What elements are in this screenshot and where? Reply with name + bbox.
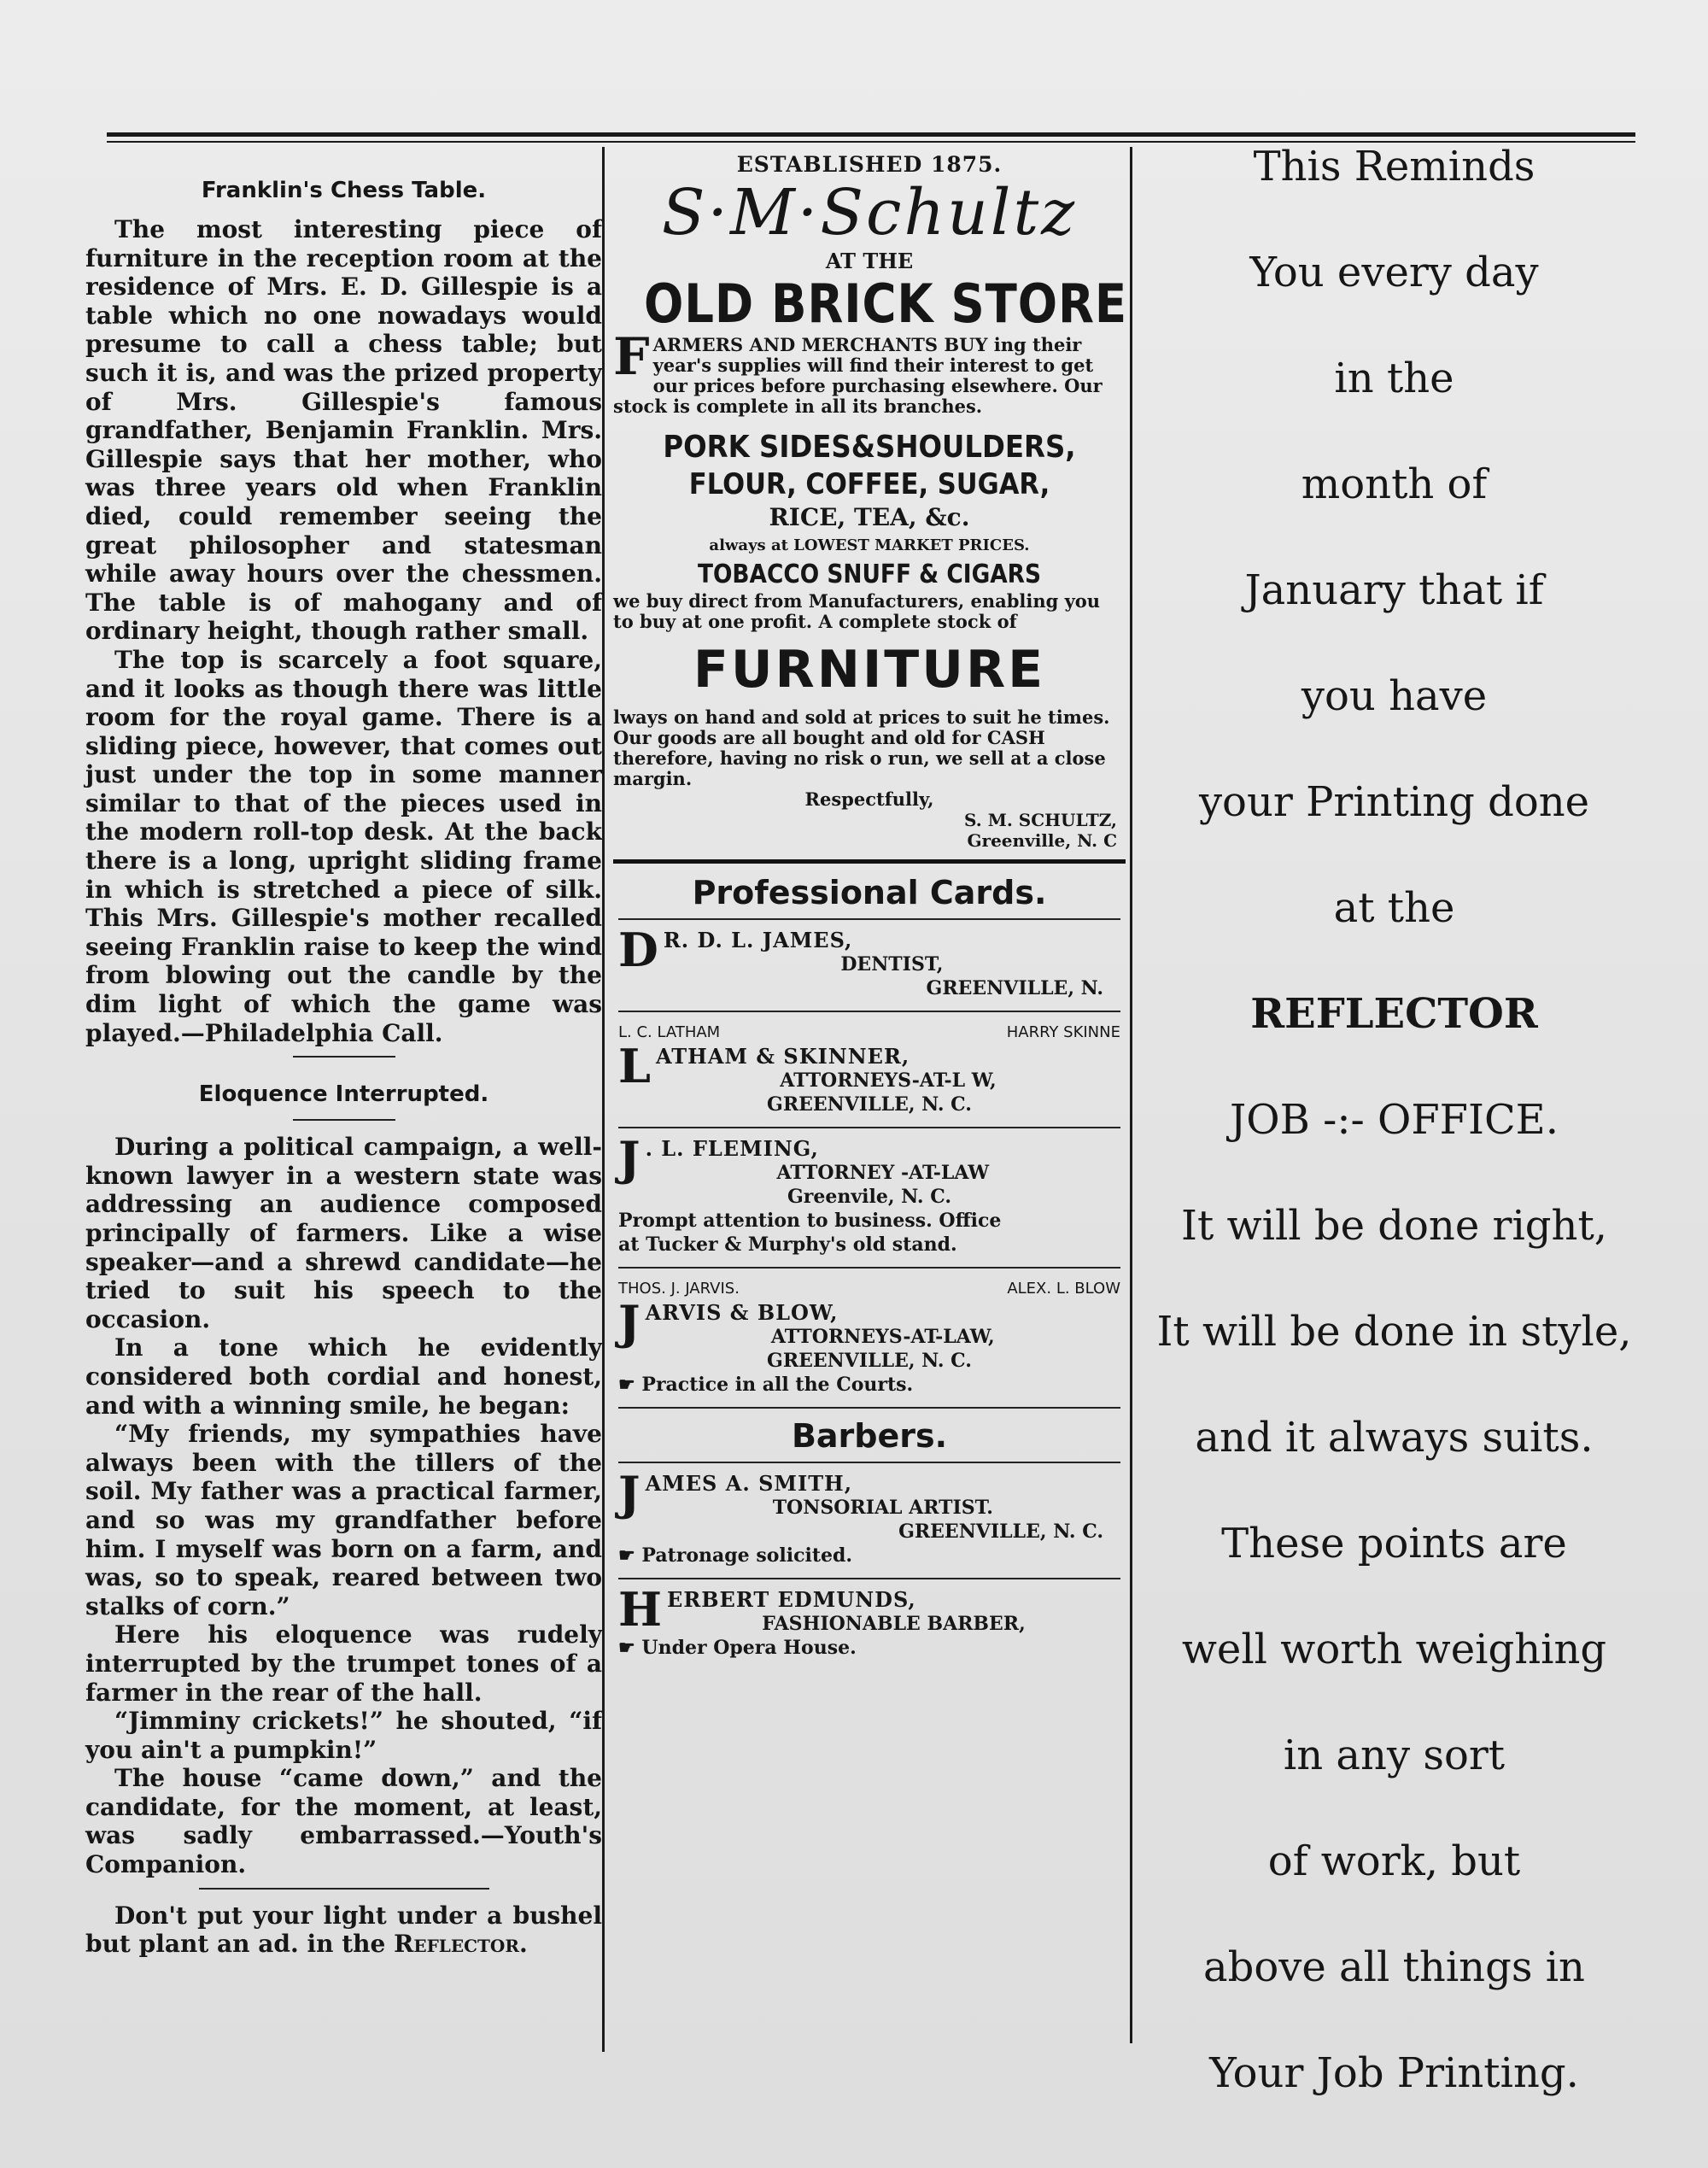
ad-line-flour: FLOUR, COFFEE, SUGAR,	[688, 467, 1050, 501]
headline-franklin-chess-table: Franklin's Chess Table.	[201, 178, 487, 203]
ad-line-job-office: JOB -:- OFFICE.	[1230, 1096, 1559, 1144]
ad-line-tobacco: TOBACCO SNUFF & CIGARS	[697, 560, 1042, 589]
divider	[199, 1888, 489, 1890]
ad-line: in the	[1334, 354, 1454, 402]
ad-line: You every day	[1249, 249, 1539, 296]
right-column-job-office-ad	[1132, 145, 1657, 2158]
card-james	[613, 925, 1126, 1005]
card-edmunds	[613, 1582, 1126, 1665]
story-paragraph: During a political campaign, a well-known lawyer in a western state was addressing an audience composed principally of farmers. Like a wise speaker—and a shrewd candidate—he tried to suit his speech to the occasion.	[85, 1133, 602, 1333]
card-place: GREENVILLE, N.	[926, 977, 1103, 999]
card-name: ARVIS & BLOW,	[645, 1300, 839, 1325]
card-title: ATTORNEY -AT-LAW	[776, 1162, 990, 1184]
column-rule-left	[602, 147, 605, 2052]
card-note: Practice in all the Courts.	[641, 1374, 914, 1396]
card-name: ATHAM & SKINNER,	[655, 1044, 910, 1069]
card-initial: J	[618, 1131, 640, 1186]
card-jarvis-blow	[613, 1274, 1126, 1402]
card-latham-skinner	[613, 1017, 1126, 1122]
ad-line-reflector: REFLECTOR	[1250, 990, 1538, 1038]
headline-eloquence-interrupted: Eloquence Interrupted.	[198, 1081, 489, 1108]
card-note-line	[618, 1636, 1120, 1660]
card-place: GREENVILLE, N. C.	[767, 1350, 972, 1372]
story-paragraph: The house “came down,” and the candidate, for the moment, at least, was sadly embarrassed.—Youth's Companion.	[85, 1764, 602, 1879]
professional-cards-heading: Professional Cards.	[692, 874, 1047, 911]
thin-rule	[618, 1267, 1120, 1269]
partner-right: ALEX. L. BLOW	[1007, 1280, 1120, 1298]
ad-line: you have	[1301, 672, 1488, 720]
ad-line: and it always suits.	[1195, 1414, 1594, 1462]
ad-line: your Printing done	[1198, 778, 1590, 826]
thin-rule	[618, 918, 1120, 920]
card-fleming	[613, 1131, 1126, 1262]
card-title: ATTORNEYS-AT-L W,	[780, 1069, 997, 1092]
barbers-heading: Barbers.	[791, 1417, 948, 1455]
thin-rule	[618, 1011, 1120, 1012]
divider	[293, 1119, 395, 1121]
story-paragraph: The top is scarcely a foot square, and it looks as though there was little room for the royal game. There is a sliding piece, however, that comes out just under the top in some manner similar to that of the pieces used in the modern roll-top desk. At the back there is a long, upright sliding frame in which is stretched a piece of silk. This Mrs. Gillespie's mother recalled seeing Franklin raise to keep the wind from blowing out the candle by the dim light of which the game was played.—Philadelphia Call.	[85, 645, 602, 1047]
top-double-rule	[107, 132, 1635, 137]
card-note-line	[618, 1373, 1120, 1397]
card-initial: J	[618, 1295, 640, 1350]
card-name: AMES A. SMITH,	[645, 1471, 853, 1496]
ad-line: of work, but	[1267, 1837, 1521, 1885]
partner-left: L. C. LATHAM	[618, 1023, 721, 1041]
ad-line-prices: always at LOWEST MARKET PRICES.	[709, 536, 1030, 554]
drop-cap: F	[613, 327, 650, 387]
card-note: at Tucker & Murphy's old stand.	[618, 1233, 957, 1256]
ad-line: well worth weighing	[1181, 1626, 1607, 1673]
divider	[293, 1056, 395, 1058]
story-paragraph: Here his eloquence was rudely interrupted by the trumpet tones of a farmer in the rear of the hall.	[85, 1620, 602, 1707]
ad-line: month of	[1301, 460, 1488, 508]
card-initial: H	[618, 1582, 663, 1637]
card-place: Greenvile, N. C.	[787, 1186, 951, 1208]
card-title: ATTORNEYS-AT-LAW,	[770, 1326, 995, 1348]
card-title: DENTIST,	[840, 953, 944, 976]
story-paragraph: In a tone which he evidently considered both cordial and honest, and with a winning smile, he began:	[85, 1333, 602, 1420]
card-note: Prompt attention to business. Office	[618, 1210, 1002, 1232]
thin-rule	[618, 1127, 1120, 1128]
schultz-brand: S·M·Schultz	[661, 176, 1078, 249]
card-note: Under Opera House.	[641, 1637, 857, 1659]
ad-line: in any sort	[1283, 1731, 1506, 1779]
heavy-rule	[613, 859, 1126, 864]
signature-name: S. M. SCHULTZ,	[964, 810, 1117, 830]
thin-rule	[618, 1578, 1120, 1579]
card-title: FASHIONABLE BARBER,	[762, 1613, 1026, 1635]
ad-line: Your Job Printing.	[1209, 2049, 1579, 2097]
at-the-label: AT THE	[825, 249, 914, 273]
card-name: . L. FLEMING,	[645, 1136, 819, 1161]
ad-line: January that if	[1244, 566, 1544, 614]
card-smith	[613, 1468, 1126, 1573]
filler-note	[85, 1901, 602, 1959]
ad-line: It will be done right,	[1181, 1202, 1607, 1250]
card-name: ERBERT EDMUNDS,	[667, 1587, 916, 1612]
pointing-hand-icon: ☛	[618, 1637, 635, 1659]
story-paragraph: “My friends, my sympathies have always been with the tillers of the soil. My father was a practical farmer, and so was my grandfather before him. I myself was born on a farm, and was, so to speak, reared between two stalks of corn.”	[85, 1420, 602, 1620]
card-name: R. D. L. JAMES,	[663, 928, 853, 952]
left-column	[85, 162, 602, 1959]
card-initial: L	[618, 1039, 651, 1093]
store-name: OLD BRICK STORE	[644, 272, 1128, 335]
card-initial: D	[618, 923, 658, 977]
ad-line: above all things in	[1203, 1943, 1585, 1991]
thin-rule	[618, 1462, 1120, 1463]
filler-paper-name: Reflector.	[394, 1930, 528, 1959]
card-partners	[618, 1021, 1120, 1045]
story-paragraph: “Jimminy crickets!” he shouted, “if you ain't a pumpkin!”	[85, 1707, 602, 1764]
filler-text: Don't put your light under a bushel but plant an ad. in the	[85, 1901, 602, 1959]
pointing-hand-icon: ☛	[618, 1374, 635, 1396]
intro-paragraph	[613, 327, 1126, 417]
story-paragraph: The most interesting piece of furniture in the reception room at the residence of Mrs. E. D. Gillespie is a table which no one nowadays would presume to call a chess table; but such it is, and was the prized property of Mrs. Gillespie's famous grandfather, Benjamin Franklin. Mrs. Gillespie says that her mother, who was three years old when Franklin died, could remember seeing the great philosopher and statesman while away hours over the chessmen. The table is of mahogany and of ordinary height, though rather small.	[85, 215, 602, 646]
ad-line: It will be done in style,	[1156, 1308, 1632, 1356]
furniture-heading: FURNITURE	[693, 640, 1046, 700]
direct-paragraph: we buy direct from Manufacturers, enabling you to buy at one profit. A complete stock of	[613, 590, 1101, 632]
card-note-line	[618, 1544, 1120, 1567]
card-title: TONSORIAL ARTIST.	[772, 1497, 993, 1519]
card-note: Patronage solicited.	[641, 1544, 853, 1567]
ad-line: This Reminds	[1253, 143, 1535, 190]
respectfully: Respectfully,	[804, 788, 934, 810]
always-paragraph: lways on hand and sold at prices to suit he times. Our goods are all bought and old for CASH therefore, having no risk o run, we sell at a close margin.	[613, 706, 1110, 789]
thin-rule	[618, 1407, 1120, 1409]
card-partners	[618, 1277, 1120, 1301]
ad-line: These points are	[1221, 1520, 1567, 1567]
card-place: GREENVILLE, N. C.	[767, 1093, 972, 1116]
pointing-hand-icon: ☛	[618, 1544, 635, 1567]
partner-left: THOS. J. JARVIS.	[618, 1280, 740, 1298]
card-initial: J	[618, 1466, 640, 1521]
partner-right: HARRY SKINNE	[1006, 1023, 1120, 1041]
established-line: ESTABLISHED 1875.	[736, 152, 1003, 177]
intro-text: ARMERS AND MERCHANTS BUY ing their year's supplies will find their interest to get our prices before purchasing elsewhere. Our stock is complete in all its branches.	[613, 334, 1103, 417]
middle-column	[613, 152, 1128, 1665]
ad-line-rice: RICE, TEA, &c.	[769, 503, 970, 531]
ad-line-pork: PORK SIDES&SHOULDERS,	[663, 430, 1076, 465]
signature-place: Greenville, N. C	[967, 830, 1117, 851]
card-place: GREENVILLE, N. C.	[898, 1521, 1103, 1543]
ad-line: at the	[1333, 884, 1455, 932]
